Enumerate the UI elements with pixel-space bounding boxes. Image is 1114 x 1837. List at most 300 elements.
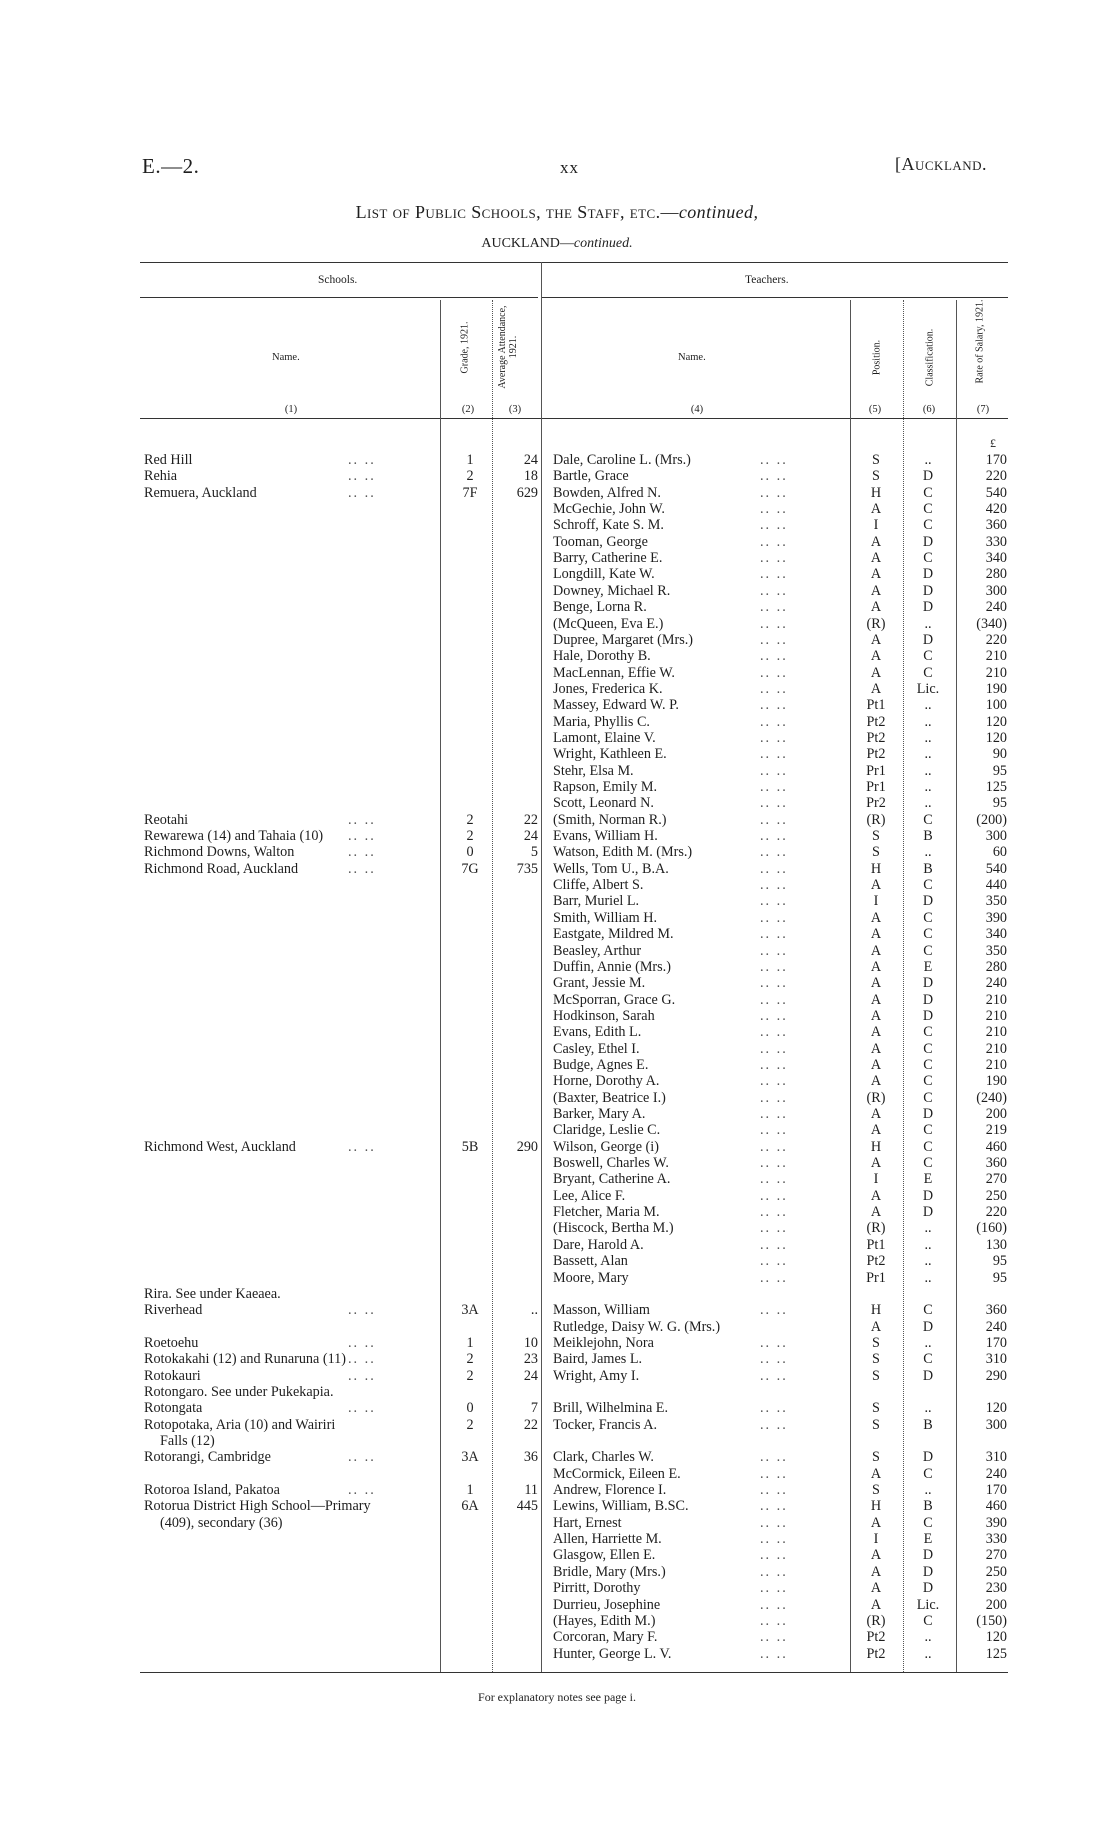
salary-cell: 190 — [985, 680, 1007, 697]
table-row — [0, 1270, 1114, 1286]
table-row — [0, 1351, 1114, 1367]
leader-dots: .. .. — [760, 1056, 788, 1073]
leader-dots: .. .. — [760, 566, 788, 583]
table-row — [0, 550, 1114, 566]
teacher-name: Wilson, George (i) — [553, 1138, 659, 1155]
col-attendance: Average Attendance, 1921. — [497, 305, 519, 389]
classification-cell: D — [922, 991, 934, 1008]
position-cell: A — [870, 877, 882, 894]
classification-cell: C — [923, 1138, 933, 1155]
grade-cell: 2 — [466, 828, 474, 845]
school-name: Rotongaro. See under Pukekapia. — [144, 1383, 334, 1400]
table-row — [0, 1417, 1114, 1433]
classification-cell: .. — [924, 1253, 932, 1270]
leader-dots: .. .. — [348, 468, 376, 485]
teachers-group-header: Teachers. — [745, 274, 789, 286]
teacher-name: (Hayes, Edith M.) — [553, 1612, 656, 1629]
salary-cell: 95 — [992, 762, 1007, 779]
position-cell: A — [870, 1073, 882, 1090]
leader-dots: .. .. — [760, 1204, 788, 1221]
teacher-name: Dale, Caroline L. (Mrs.) — [553, 452, 691, 468]
teacher-name: Bowden, Alfred N. — [553, 484, 661, 501]
teacher-name: Schroff, Kate S. M. — [553, 517, 664, 534]
attendance-cell: 5 — [530, 844, 538, 861]
classification-cell: D — [922, 599, 934, 616]
footnote: For explanatory notes see page i. — [478, 1690, 636, 1704]
table-row — [0, 975, 1114, 991]
position-cell: A — [870, 1024, 882, 1041]
teacher-name: Stehr, Elsa M. — [553, 762, 634, 779]
teacher-name: Cliffe, Albert S. — [553, 877, 644, 894]
classification-cell: C — [923, 1122, 933, 1139]
teacher-name: McSporran, Grace G. — [553, 991, 676, 1008]
classification-cell: B — [923, 828, 933, 845]
top-rule — [140, 262, 1008, 263]
leader-dots: .. .. — [760, 1645, 788, 1662]
table-row — [0, 1204, 1114, 1220]
school-name: Reotahi — [144, 811, 189, 828]
classification-cell: C — [923, 877, 933, 894]
teacher-name: Massey, Edward W. P. — [553, 697, 679, 714]
col-number-5: (5) — [868, 404, 882, 415]
position-cell: (R) — [866, 1089, 886, 1106]
table-row — [0, 1286, 1114, 1302]
teacher-name: Evans, Edith L. — [553, 1024, 642, 1041]
leader-dots: .. .. — [348, 1302, 376, 1319]
classification-cell: B — [923, 860, 933, 877]
leader-dots: .. .. — [348, 1367, 376, 1384]
teacher-name: Glasgow, Ellen E. — [553, 1547, 656, 1564]
table-row — [0, 1253, 1114, 1269]
salary-cell: 90 — [992, 746, 1007, 763]
classification-cell: D — [922, 1204, 934, 1221]
col-number-6: (6) — [922, 404, 936, 415]
table-row — [0, 1564, 1114, 1580]
position-cell: Pr1 — [866, 779, 886, 795]
teacher-name: Baird, James L. — [553, 1351, 643, 1368]
salary-cell: 200 — [985, 1596, 1007, 1613]
table-row — [0, 501, 1114, 517]
salary-cell: 120 — [985, 729, 1007, 746]
classification-cell: C — [923, 926, 933, 943]
table-row — [0, 1122, 1114, 1138]
leader-dots: .. .. — [348, 484, 376, 501]
classification-cell: D — [922, 1547, 934, 1564]
salary-cell: 460 — [985, 1138, 1007, 1155]
grade-cell: 3A — [461, 1302, 479, 1319]
leader-dots: .. .. — [760, 1482, 788, 1499]
salary-cell: 200 — [985, 1106, 1007, 1122]
salary-cell: 270 — [985, 1171, 1007, 1188]
position-cell: A — [870, 664, 882, 681]
leader-dots: .. .. — [760, 1596, 788, 1613]
position-cell: A — [870, 1187, 882, 1204]
leader-dots: .. .. — [760, 1187, 788, 1204]
leader-dots: .. .. — [760, 1449, 788, 1466]
classification-cell: D — [922, 893, 934, 910]
salary-cell: 460 — [985, 1498, 1007, 1515]
attendance-cell: 36 — [523, 1449, 538, 1466]
position-cell: Pt2 — [866, 1645, 886, 1662]
leader-dots: .. .. — [348, 1138, 376, 1155]
leader-dots: .. .. — [760, 958, 788, 975]
classification-cell: C — [923, 484, 933, 501]
school-name: Remuera, Auckland — [144, 484, 257, 501]
position-cell: S — [872, 1449, 880, 1466]
position-cell: A — [870, 958, 882, 975]
leader-dots: .. .. — [760, 1334, 788, 1351]
teacher-name: Wells, Tom U., B.A. — [553, 860, 669, 877]
table-row — [0, 681, 1114, 697]
school-name: Richmond Road, Auckland — [144, 860, 299, 877]
position-cell: Pt2 — [866, 1253, 886, 1270]
school-name: Roetoehu — [144, 1334, 199, 1351]
salary-cell: 125 — [985, 1645, 1007, 1662]
teacher-name: Smith, William H. — [553, 909, 658, 926]
position-cell: S — [872, 468, 880, 485]
position-cell: A — [870, 1007, 882, 1024]
col-number-7: (7) — [976, 404, 990, 415]
table-row — [0, 583, 1114, 599]
leader-dots: .. .. — [760, 779, 788, 795]
attendance-cell: 629 — [516, 484, 538, 501]
table-row — [0, 1319, 1114, 1335]
table-row — [0, 485, 1114, 501]
classification-cell: C — [923, 1056, 933, 1073]
page-reference: E.—2. — [142, 154, 200, 178]
classification-cell: Lic. — [916, 1596, 940, 1613]
position-cell: A — [870, 550, 882, 567]
leader-dots: .. .. — [760, 713, 788, 730]
salary-cell: 310 — [985, 1449, 1007, 1466]
position-cell: A — [870, 566, 882, 583]
leader-dots: .. .. — [760, 828, 788, 845]
position-cell: S — [872, 828, 880, 845]
salary-cell: 330 — [985, 533, 1007, 550]
salary-cell: 330 — [985, 1531, 1007, 1548]
page-number: xx — [560, 158, 579, 177]
school-name: Rira. See under Kaeaea. — [144, 1285, 281, 1302]
position-cell: (R) — [866, 615, 886, 632]
table-row — [0, 1498, 1114, 1514]
table-row — [0, 1090, 1114, 1106]
school-name: Rewarewa (14) and Tahaia (10) — [144, 828, 324, 845]
classification-cell: D — [922, 1187, 934, 1204]
classification-cell: D — [922, 1318, 934, 1335]
salary-cell: 210 — [985, 991, 1007, 1008]
school-name: Rotokauri — [144, 1367, 201, 1384]
teacher-name: MacLennan, Effie W. — [553, 664, 675, 681]
teacher-name: Hart, Ernest — [553, 1514, 622, 1531]
salary-cell: 540 — [985, 484, 1007, 501]
leader-dots: .. .. — [760, 533, 788, 550]
table-row — [0, 943, 1114, 959]
salary-cell: 210 — [985, 648, 1007, 665]
teacher-name: Barker, Mary A. — [553, 1106, 646, 1122]
classification-cell: C — [923, 648, 933, 665]
position-cell: A — [870, 926, 882, 943]
classification-cell: E — [923, 1171, 933, 1188]
position-cell: S — [872, 452, 880, 468]
table-row — [0, 795, 1114, 811]
salary-cell: 210 — [985, 664, 1007, 681]
position-cell: S — [872, 1367, 880, 1384]
position-cell: Pt1 — [866, 1236, 886, 1253]
teacher-name: Rutledge, Daisy W. G. (Mrs.) — [553, 1318, 721, 1335]
classification-cell: .. — [924, 713, 932, 730]
table-row — [0, 616, 1114, 632]
attendance-cell: .. — [530, 1302, 538, 1319]
leader-dots: .. .. — [348, 1334, 376, 1351]
table-row — [0, 877, 1114, 893]
salary-cell: 250 — [985, 1187, 1007, 1204]
leader-dots: .. .. — [760, 680, 788, 697]
leader-dots: .. .. — [760, 1531, 788, 1548]
classification-cell: .. — [924, 1220, 932, 1237]
title-main: List of Public Schools, the Staff, etc.— — [355, 202, 679, 222]
table-row — [0, 534, 1114, 550]
leader-dots: .. .. — [760, 1465, 788, 1482]
leader-dots: .. .. — [760, 926, 788, 943]
table-row — [0, 665, 1114, 681]
classification-cell: C — [923, 909, 933, 926]
classification-cell: C — [923, 550, 933, 567]
col-number-2: (2) — [461, 404, 475, 415]
teacher-name: Duffin, Annie (Mrs.) — [553, 958, 671, 975]
salary-cell: 95 — [992, 1253, 1007, 1270]
table-row — [0, 1629, 1114, 1645]
salary-cell: 540 — [985, 860, 1007, 877]
table-row — [0, 599, 1114, 615]
table-row — [0, 468, 1114, 484]
teacher-name: Bridle, Mary (Mrs.) — [553, 1563, 666, 1580]
leader-dots: .. .. — [760, 1400, 788, 1417]
classification-cell: D — [922, 631, 934, 648]
table-row — [0, 697, 1114, 713]
table-row — [0, 1302, 1114, 1318]
salary-cell: 280 — [985, 566, 1007, 583]
attendance-cell: 24 — [523, 452, 538, 468]
salary-cell: 210 — [985, 1007, 1007, 1024]
leader-dots: .. .. — [760, 1138, 788, 1155]
table-row — [0, 1547, 1114, 1563]
leader-dots: .. .. — [760, 991, 788, 1008]
leader-dots: .. .. — [760, 893, 788, 910]
salary-cell: 219 — [985, 1122, 1007, 1139]
school-name: Rotorangi, Cambridge — [144, 1449, 271, 1466]
subtitle-main: AUCKLAND— — [481, 236, 574, 251]
teacher-name: Grant, Jessie M. — [553, 975, 646, 992]
classification-cell: D — [922, 1580, 934, 1597]
classification-cell: B — [923, 1416, 933, 1433]
table-row — [0, 1057, 1114, 1073]
classification-cell: D — [922, 1106, 934, 1122]
position-cell: H — [870, 484, 882, 501]
table-row — [0, 1384, 1114, 1400]
position-cell: S — [872, 1482, 880, 1499]
leader-dots: .. .. — [760, 1253, 788, 1270]
classification-cell: .. — [924, 844, 932, 861]
leader-dots: .. .. — [760, 1629, 788, 1646]
position-cell: Pt1 — [866, 697, 886, 714]
position-cell: A — [870, 1580, 882, 1597]
leader-dots: .. .. — [760, 795, 788, 812]
salary-cell: 170 — [985, 1482, 1007, 1499]
teacher-name: Pirritt, Dorothy — [553, 1580, 641, 1597]
leader-dots: .. .. — [760, 1612, 788, 1629]
col-number-4: (4) — [690, 404, 704, 415]
teacher-name: McGechie, John W. — [553, 501, 665, 518]
grade-cell: 3A — [461, 1449, 479, 1466]
salary-cell: 340 — [985, 926, 1007, 943]
position-cell: I — [873, 1171, 879, 1188]
leader-dots: .. .. — [760, 844, 788, 861]
table-row — [0, 1531, 1114, 1547]
classification-cell: C — [923, 517, 933, 534]
teacher-name: Moore, Mary — [553, 1269, 629, 1286]
table-row — [0, 1171, 1114, 1187]
attendance-cell: 735 — [516, 860, 538, 877]
leader-dots: .. .. — [760, 1106, 788, 1122]
school-name: Rotorua District High School—Primary — [144, 1498, 371, 1515]
leader-dots: .. .. — [760, 1040, 788, 1057]
teacher-name: Barry, Catherine E. — [553, 550, 663, 567]
leader-dots: .. .. — [760, 1563, 788, 1580]
attendance-cell: 445 — [516, 1498, 538, 1515]
position-cell: A — [870, 533, 882, 550]
classification-cell: C — [923, 1302, 933, 1319]
position-cell: Pt2 — [866, 713, 886, 730]
position-cell: S — [872, 1416, 880, 1433]
position-cell: A — [870, 501, 882, 518]
leader-dots: .. .. — [760, 582, 788, 599]
position-cell: S — [872, 1351, 880, 1368]
salary-cell: (200) — [976, 811, 1007, 828]
position-cell: Pr1 — [866, 1269, 886, 1286]
schools-group-header: Schools. — [318, 274, 358, 286]
salary-cell: 120 — [985, 1400, 1007, 1417]
teacher-name: Scott, Leonard N. — [553, 795, 654, 812]
col-classification: Classification. — [924, 328, 936, 387]
position-cell: (R) — [866, 811, 886, 828]
position-cell: A — [870, 1596, 882, 1613]
salary-cell: (240) — [976, 1089, 1007, 1106]
position-cell: A — [870, 1318, 882, 1335]
classification-cell: C — [923, 1073, 933, 1090]
teacher-name: Bassett, Alan — [553, 1253, 628, 1270]
position-cell: (R) — [866, 1220, 886, 1237]
school-name: Rotopotaka, Aria (10) and Wairiri — [144, 1416, 336, 1433]
classification-cell: .. — [924, 1400, 932, 1417]
teacher-name: Fletcher, Maria M. — [553, 1204, 660, 1221]
classification-cell: D — [922, 1563, 934, 1580]
table-row — [0, 779, 1114, 795]
classification-cell: D — [922, 975, 934, 992]
teacher-name: Meiklejohn, Nora — [553, 1334, 654, 1351]
school-name: Richmond West, Auckland — [144, 1138, 296, 1155]
leader-dots: .. .. — [760, 664, 788, 681]
leader-dots: .. .. — [760, 550, 788, 567]
title-italic: continued, — [678, 202, 759, 222]
classification-cell: B — [923, 1498, 933, 1515]
salary-cell: 170 — [985, 452, 1007, 468]
position-cell: A — [870, 909, 882, 926]
teacher-name: Watson, Edith M. (Mrs.) — [553, 844, 693, 861]
salary-cell: 95 — [992, 1269, 1007, 1286]
school-name: Red Hill — [144, 452, 193, 468]
classification-cell: .. — [924, 1236, 932, 1253]
teacher-name: Downey, Michael R. — [553, 582, 671, 599]
table-row — [0, 1580, 1114, 1596]
teacher-name: Hunter, George L. V. — [553, 1645, 672, 1662]
leader-dots: .. .. — [760, 975, 788, 992]
salary-cell: 360 — [985, 1155, 1007, 1172]
classification-cell: C — [923, 1089, 933, 1106]
grade-cell: 0 — [466, 1400, 474, 1417]
salary-cell: 220 — [985, 631, 1007, 648]
salary-cell: 290 — [985, 1367, 1007, 1384]
attendance-cell: 22 — [523, 811, 538, 828]
leader-dots: .. .. — [760, 1024, 788, 1041]
col-salary: Rate of Salary, 1921. — [974, 299, 986, 384]
attendance-cell: 24 — [523, 1367, 538, 1384]
position-cell: (R) — [866, 1612, 886, 1629]
classification-cell: .. — [924, 615, 932, 632]
position-cell: Pr2 — [866, 795, 886, 812]
attendance-cell: 290 — [516, 1138, 538, 1155]
teacher-name: Barr, Muriel L. — [553, 893, 640, 910]
table-row — [0, 517, 1114, 533]
teacher-name: Horne, Dorothy A. — [553, 1073, 660, 1090]
subtitle-italic: continued. — [573, 236, 633, 251]
grade-cell: 0 — [466, 844, 474, 861]
schools-subrule — [140, 297, 538, 298]
classification-cell: .. — [924, 1629, 932, 1646]
salary-cell: 220 — [985, 468, 1007, 485]
classification-cell: E — [923, 958, 933, 975]
teacher-name: Clark, Charles W. — [553, 1449, 654, 1466]
salary-cell: 125 — [985, 779, 1007, 795]
leader-dots: .. .. — [760, 811, 788, 828]
table-row — [0, 1139, 1114, 1155]
position-cell: I — [873, 1531, 879, 1548]
leader-dots: .. .. — [760, 762, 788, 779]
leader-dots: .. .. — [760, 1547, 788, 1564]
salary-cell: 190 — [985, 1073, 1007, 1090]
position-cell: I — [873, 893, 879, 910]
leader-dots: .. .. — [348, 844, 376, 861]
teacher-name: Evans, William H. — [553, 828, 658, 845]
classification-cell: E — [923, 1531, 933, 1548]
table-row — [0, 566, 1114, 582]
grade-cell: 6A — [461, 1498, 479, 1515]
teacher-name: Corcoran, Mary F. — [553, 1629, 658, 1646]
position-cell: A — [870, 1514, 882, 1531]
leader-dots: .. .. — [760, 877, 788, 894]
classification-cell: C — [923, 1351, 933, 1368]
teacher-name: (McQueen, Eva E.) — [553, 615, 664, 632]
grade-cell: 2 — [466, 468, 474, 485]
leader-dots: .. .. — [760, 942, 788, 959]
col-grade: Grade, 1921. — [459, 321, 471, 374]
position-cell: A — [870, 1204, 882, 1221]
salary-cell: 310 — [985, 1351, 1007, 1368]
table-row — [0, 1237, 1114, 1253]
currency-symbol: £ — [990, 436, 996, 450]
leader-dots: .. .. — [760, 1073, 788, 1090]
salary-cell: 390 — [985, 1514, 1007, 1531]
attendance-cell: 11 — [524, 1482, 538, 1499]
